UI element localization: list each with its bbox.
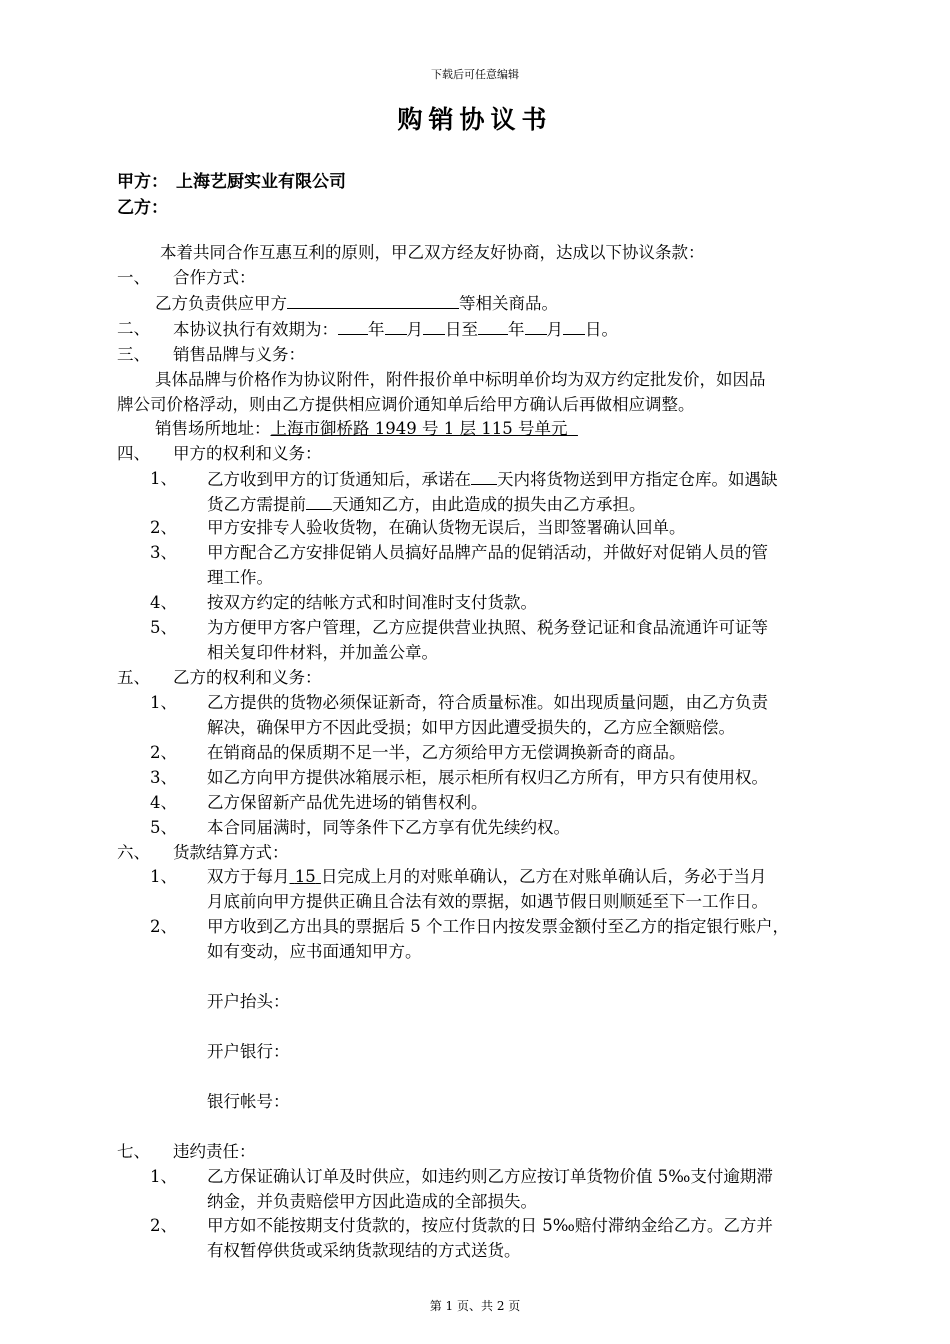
text: 年 <box>368 320 385 339</box>
fill-blank <box>478 316 508 335</box>
item-text: 为方便甲方客户管理，乙方应提供营业执照、税务登记证和食品流通许可证等 <box>207 618 768 637</box>
header-note: 下载后可任意编辑 <box>431 68 519 81</box>
text: 日至 <box>445 320 478 339</box>
item-text: 月底前向甲方提供正确且合法有效的票据，如遇节假日则顺延至下一工作日。 <box>207 892 768 911</box>
party-b-label: 乙方： <box>117 198 168 218</box>
section-1-line <box>155 290 558 316</box>
page-footer: 第 1 页、共 2 页 <box>429 1299 521 1313</box>
text: 双方于每月 <box>207 867 290 886</box>
text: 货乙方需提前 <box>207 495 306 514</box>
text: 本协议执行有效期为： <box>173 320 338 339</box>
item-number: 2、 <box>150 917 177 936</box>
item-text: 甲方配合乙方安排促销人员搞好品牌产品的促销活动，并做好对促销人员的管 <box>207 543 768 562</box>
fill-blank <box>306 491 332 510</box>
text: 乙方收到甲方的订货通知后，承诺在 <box>207 470 471 489</box>
item-number: 4、 <box>150 793 177 812</box>
text: 15 <box>294 867 316 886</box>
document-title: 购销协议书 <box>397 105 553 134</box>
item-text: 如有变动，应书面通知甲方。 <box>207 942 422 961</box>
section-title: 销售品牌与义务： <box>173 345 305 364</box>
sales-address <box>155 416 578 441</box>
field-label: 开户银行： <box>207 1042 290 1061</box>
item-number: 2、 <box>150 1216 177 1235</box>
item-text: 理工作。 <box>207 568 273 587</box>
fill-blank <box>287 290 459 309</box>
item-text <box>207 466 778 492</box>
item-text: 甲方如不能按期支付货款的，按应付货款的日 5‰赔付滞纳金给乙方。乙方并 <box>207 1216 773 1235</box>
text: 月 <box>406 320 423 339</box>
item-number: 3、 <box>150 543 177 562</box>
section-number: 五、 <box>117 668 150 687</box>
item-text: 如乙方向甲方提供冰箱展示柜，展示柜所有权归乙方所有，甲方只有使用权。 <box>207 768 768 787</box>
fill-blank <box>471 466 497 485</box>
item-text <box>207 864 767 889</box>
paragraph-line: 具体品牌与价格作为协议附件，附件报价单中标明单价均为双方约定批发价，如因品 <box>155 370 766 389</box>
fill-blank <box>385 316 407 335</box>
section-title: 违约责任： <box>173 1142 256 1161</box>
section-number: 一、 <box>117 268 150 287</box>
intro-paragraph: 本着共同合作互惠互利的原则，甲乙双方经友好协商，达成以下协议条款： <box>160 243 705 262</box>
item-number: 4、 <box>150 593 177 612</box>
item-text <box>207 491 646 517</box>
section-title: 乙方的权利和义务： <box>173 668 322 687</box>
item-number: 1、 <box>150 1167 177 1186</box>
text: 日。 <box>585 320 618 339</box>
text: 月 <box>546 320 563 339</box>
item-text: 纳金，并负责赔偿甲方因此造成的全部损失。 <box>207 1192 537 1211</box>
paragraph-line: 牌公司价格浮动，则由乙方提供相应调价通知单后给甲方确认后再做相应调整。 <box>117 395 695 414</box>
item-number: 1、 <box>150 693 177 712</box>
fill-blank <box>525 316 547 335</box>
text: 等相关商品。 <box>459 294 558 313</box>
fill-blank <box>563 316 585 335</box>
item-number: 5、 <box>150 618 177 637</box>
item-text: 乙方提供的货物必须保证新奇，符合质量标准。如出现质量问题，由乙方负责 <box>207 693 768 712</box>
item-number: 2、 <box>150 743 177 762</box>
text: 天通知乙方，由此造成的损失由乙方承担。 <box>332 495 646 514</box>
text: 日完成上月的对账单确认，乙方在对账单确认后，务必于当月 <box>321 867 767 886</box>
item-number: 1、 <box>150 867 177 886</box>
item-number: 1、 <box>150 469 177 488</box>
item-number: 3、 <box>150 768 177 787</box>
item-number: 5、 <box>150 818 177 837</box>
item-text: 解决，确保甲方不因此受损；如甲方因此遭受损失的，乙方应全额赔偿。 <box>207 718 735 737</box>
item-text: 甲方收到乙方出具的票据后 5 个工作日内按发票金额付至乙方的指定银行账户， <box>207 917 789 936</box>
address-value: 上海市御桥路 1949 号 1 层 115 号单元 <box>270 419 568 438</box>
fill-blank <box>423 316 445 335</box>
item-text: 本合同届满时，同等条件下乙方享有优先续约权。 <box>207 818 570 837</box>
item-text: 在销商品的保质期不足一半，乙方须给甲方无偿调换新奇的商品。 <box>207 743 686 762</box>
text: 年 <box>508 320 525 339</box>
address-label: 销售场所地址： <box>155 419 271 438</box>
section-number: 六、 <box>117 843 150 862</box>
field-label: 银行帐号： <box>207 1092 290 1111</box>
section-title: 合作方式： <box>173 268 256 287</box>
section-title: 货款结算方式： <box>173 843 289 862</box>
section-number: 二、 <box>117 319 150 338</box>
party-a-label: 甲方： <box>117 172 168 192</box>
item-text: 按双方约定的结帐方式和时间准时支付货款。 <box>207 593 537 612</box>
section-number: 四、 <box>117 444 150 463</box>
settlement-day <box>290 867 322 886</box>
item-text: 相关复印件材料，并加盖公章。 <box>207 643 438 662</box>
text: 天内将货物送到甲方指定仓库。如遇缺 <box>497 470 778 489</box>
item-number: 2、 <box>150 518 177 537</box>
item-text: 甲方安排专人验收货物，在确认货物无误后，当即签署确认回单。 <box>207 518 686 537</box>
party-a-name: 上海艺厨实业有限公司 <box>176 172 346 192</box>
text: 乙方负责供应甲方 <box>155 294 287 313</box>
section-number: 三、 <box>117 345 150 364</box>
fill-blank <box>338 316 368 335</box>
party-a <box>117 167 346 192</box>
section-number: 七、 <box>117 1142 150 1161</box>
section-title: 甲方的权利和义务： <box>173 444 322 463</box>
item-text: 有权暂停供货或采纳货款现结的方式送货。 <box>207 1241 521 1260</box>
section-title <box>173 316 618 342</box>
item-text: 乙方保证确认订单及时供应，如违约则乙方应按订单货物价值 5‰支付逾期滞 <box>207 1167 773 1186</box>
party-b <box>117 193 168 218</box>
item-text: 乙方保留新产品优先进场的销售权利。 <box>207 793 488 812</box>
field-label: 开户抬头： <box>207 992 290 1011</box>
